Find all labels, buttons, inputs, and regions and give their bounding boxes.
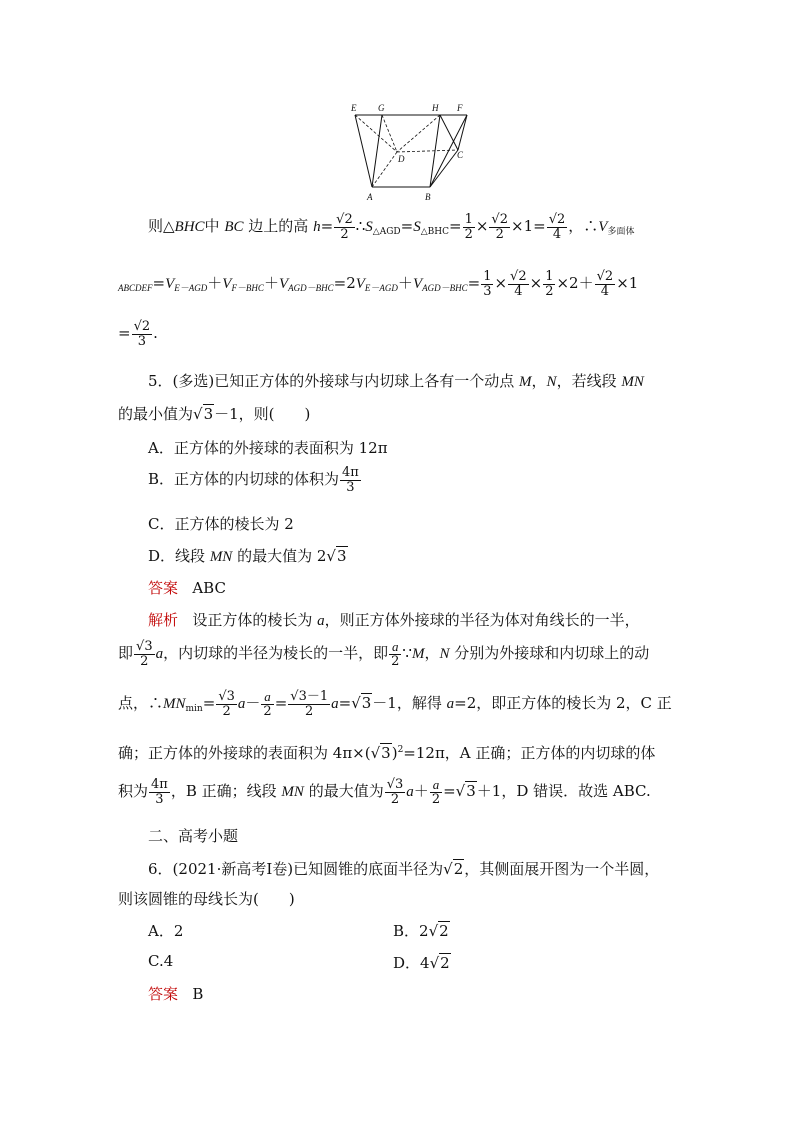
- edge-e-d: [355, 115, 397, 152]
- prev-line-1: 则△BHC中 BC 边上的高 h= $\frac{√2}{2}$ $\therefore S_{\triangle AGD}=S_{\triangle BHC}=$ $\frac{1}{2}$ × $\frac{√2}{2}$ ×1= $\frac{√2}{4}$ ，$\therefore V_{多面体}$: [148, 212, 635, 242]
- label-b: B: [425, 192, 431, 202]
- var-bhc: BHC: [174, 219, 205, 236]
- var-h: h: [313, 219, 321, 236]
- fraction-4pi-over-3: $\frac{4\pi}{3}$: [342, 465, 359, 495]
- label-h: H: [432, 103, 439, 113]
- section-heading: 二、高考小题: [148, 827, 239, 845]
- text: 则△: [148, 217, 175, 236]
- q5-analysis-2: 即 $\frac{√3}{2}$ a，内切球的半径为棱长的一半，即 $\frac{a}{2}$ ∵M，N 分别为外接球和内切球上的动: [118, 639, 650, 669]
- var-s: S: [365, 219, 373, 236]
- analysis-label: 解析: [148, 611, 179, 629]
- sqrt-3: √3: [193, 405, 214, 423]
- edge-f-c: [458, 115, 467, 150]
- q6-option-b: B．2√2: [393, 922, 449, 940]
- label-a: A: [367, 192, 373, 202]
- q6-option-c: C.4: [148, 952, 174, 970]
- sub-polyhedron: 多面体: [607, 227, 635, 238]
- label-g: G: [378, 103, 385, 113]
- label-e: E: [351, 103, 357, 113]
- q5-line-2: 的最小值为√3－1，则( ): [118, 405, 311, 423]
- denominator: 2: [340, 226, 349, 242]
- fraction-sqrt2-over-2: $\frac{√2}{2}$: [336, 212, 353, 242]
- q5-option-a: A．正方体的外接球的表面积为 12π: [148, 439, 388, 457]
- fraction-sqrt2-over-2: $\frac{√2}{2}$: [491, 212, 508, 242]
- q5-option-d: D．线段 MN 的最大值为 2√3: [148, 547, 347, 565]
- q6-line-2: 则该圆锥的母线长为( ): [118, 890, 295, 908]
- fraction-sqrt2-over-4: $\frac{√2}{4}$: [548, 212, 566, 242]
- q5-analysis-5: 积为 $\frac{4\pi}{3}$ ，B 正确；线段 MN 的最大值为 $\frac{√3}{2}$ a＋ $\frac{a}{2}$ =√3＋1，D 错误．故选 ABC.: [118, 777, 651, 807]
- q5-analysis-3: 点，$\therefore MN_{min}=$ $\frac{√3}{2}$ a－ $\frac{a}{2}$ = $\frac{√3-1}{2}$ a=√3－1，解得 a=2，即正方体的棱长为 2，C 正: [118, 689, 672, 719]
- var-bc: BC: [224, 219, 244, 236]
- text: 中: [204, 217, 220, 236]
- edge-g-d: [382, 115, 397, 152]
- polyhedron-figure: [345, 100, 475, 205]
- fraction-half: $\frac{1}{2}$: [545, 269, 554, 299]
- q5-line-1: 5．(多选)已知正方体的外接球与内切球上各有一个动点 M，N，若线段 MN: [148, 372, 644, 390]
- fraction-third: $\frac{1}{3}$: [483, 269, 492, 299]
- q6-option-a: A．2: [148, 922, 184, 940]
- therefore: ∴: [355, 217, 366, 236]
- answer-label: 答案: [148, 985, 179, 1003]
- label-f: F: [457, 103, 463, 113]
- label-c: C: [457, 150, 464, 160]
- q5-analysis-4: 确；正方体的外接球的表面积为 $4\pi\times(√3)^2=12\pi$，A 正确；正方体的内切球的体: [118, 744, 656, 762]
- text: =: [320, 217, 334, 236]
- edge-h-d: [397, 115, 440, 152]
- edge-e-a: [355, 115, 372, 187]
- fraction-sqrt2-over-3: $\frac{√2}{3}$: [133, 319, 151, 349]
- prev-line-3: = $\frac{√2}{3}$ .: [118, 319, 158, 349]
- answer-label: 答案: [148, 579, 179, 597]
- sqrt-value: 2: [344, 212, 353, 227]
- q5-option-b: B．正方体的内切球的体积为 $\frac{4\pi}{3}$: [148, 465, 359, 495]
- q5-analysis-1: 解析 设正方体的棱长为 a，则正方体外接球的半径为体对角线长的一半，: [148, 611, 640, 629]
- fraction-half: $\frac{1}{2}$: [464, 212, 473, 242]
- q5-option-c: C．正方体的棱长为 2: [148, 515, 294, 533]
- edge-h-c: [440, 115, 458, 150]
- prev-line-2: $_{ABCDEF}=V_{E-AGD}+V_{F-BHC}+V_{AGD-BHC}=2V_{E-AGD}+V_{AGD-BHC}=$ $\frac{1}{3}$ × $\frac{√2}{4}$ × $\frac{1}{2}$ ×2＋ $\frac{√2}{4}$ ×1: [118, 269, 639, 299]
- q5-answer: 答案 ABC: [148, 579, 226, 597]
- text: 边上的高: [248, 217, 309, 236]
- var-s: S: [413, 219, 421, 236]
- sub-bhc: △BHC: [420, 227, 449, 238]
- sub-agd: △AGD: [372, 227, 401, 238]
- q6-answer: 答案 B: [148, 985, 204, 1003]
- q6-option-d: D．4√2: [393, 954, 450, 972]
- fraction-sqrt2-over-4: $\frac{√2}{4}$: [596, 269, 614, 299]
- sub-abcdef: ABCDEF: [118, 283, 153, 294]
- edge-g-a: [372, 115, 382, 187]
- label-d: D: [398, 154, 405, 164]
- q6-line-1: 6．(2021·新高考Ⅰ卷)已知圆锥的底面半径为√2，其侧面展开图为一个半圆，: [148, 860, 660, 878]
- fraction-sqrt2-over-4: $\frac{√2}{4}$: [510, 269, 527, 299]
